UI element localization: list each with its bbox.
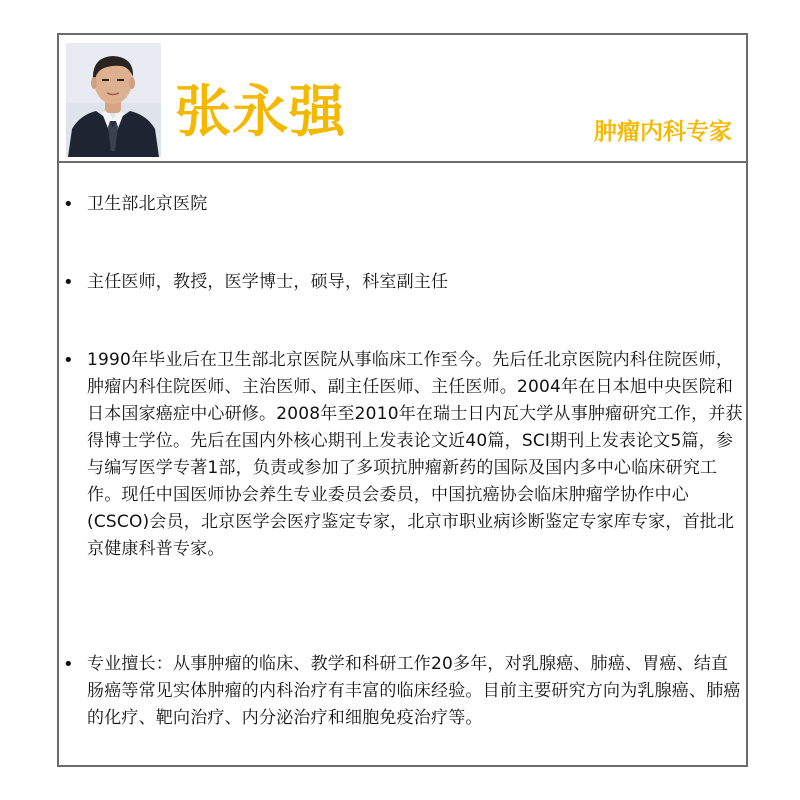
bullet-icon: • bbox=[63, 194, 74, 215]
item-text: 卫生部北京医院 bbox=[87, 194, 208, 214]
item-text: 1990年毕业后在卫生部北京医院从事临床工作至今。先后任北京医院内科住院医师，肿瘤内科住院医师、主治医师、副主任医师、主任医师。2004年在日本旭中央医院和日本国家癌症中心研修。2008年至2010年在瑞士日内瓦大学从事肿瘤研究工作，并获得博士学位。先后在国内外核心期刊上发表论文近40篇，SCI期刊上发表论文5篇，参与编写医学专著1部，负责或参加了多项抗肿瘤新药的国际及国内多中心临床研究工作。现任中国医师协会养生专业委员会委员，中国抗癌协会临床肿瘤学协作中心(CSCO)会员，北京医学会医疗鉴定专家，北京市职业病诊断鉴定专家库专家，首批北京健康科普专家。 bbox=[87, 350, 743, 559]
specialty-title: 肿瘤内科专家 bbox=[594, 119, 732, 145]
item-text: 主任医师，教授，医学博士，硕导，科室副主任 bbox=[87, 272, 449, 292]
bullet-icon: • bbox=[63, 272, 74, 293]
list-item-specialty bbox=[63, 651, 743, 732]
list-item-hospital bbox=[63, 191, 743, 218]
profile-header bbox=[59, 35, 746, 163]
bullet-icon: • bbox=[63, 654, 74, 675]
portrait-icon bbox=[66, 43, 161, 157]
portrait-photo bbox=[66, 43, 161, 157]
list-item-career bbox=[63, 347, 743, 563]
doctor-name: 张永强 bbox=[175, 80, 346, 145]
bullet-icon: • bbox=[63, 350, 74, 371]
list-item-position bbox=[63, 269, 743, 296]
profile-card bbox=[57, 33, 748, 767]
item-text: 专业擅长：从事肿瘤的临床、教学和科研工作20多年，对乳腺癌、肺癌、胃癌、结直肠癌等常见实体肿瘤的内科治疗有丰富的临床经验。目前主要研究方向为乳腺癌、肺癌的化疗、靶向治疗、内分泌治疗和细胞免疫治疗等。 bbox=[87, 654, 741, 728]
